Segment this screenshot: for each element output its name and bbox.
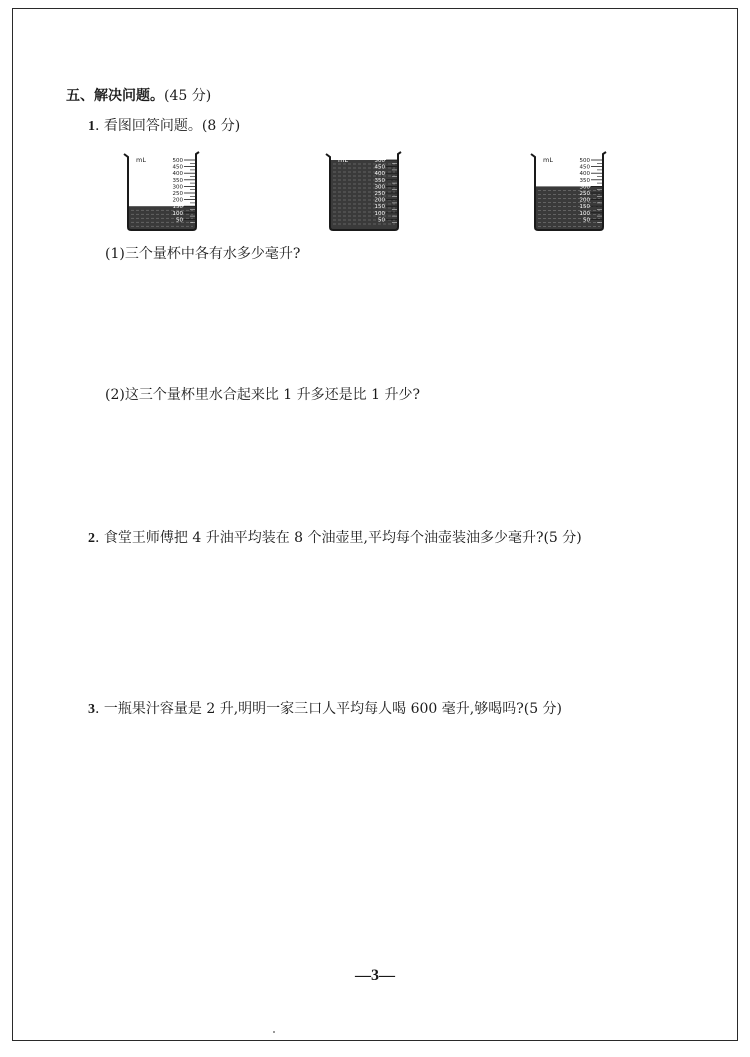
page-number: —3— [355, 967, 395, 984]
beaker-1-drawing [120, 148, 204, 236]
beaker-2-tick-label: 400 [374, 171, 385, 178]
question-3 [88, 700, 562, 719]
question-2 [88, 529, 582, 548]
beaker-1-tick-label: 500 [172, 158, 183, 164]
question-1-number: 1 [88, 119, 95, 134]
section-title-text: 五、解决问题。 [66, 88, 164, 104]
beaker-2-tick-label: 100 [374, 210, 385, 217]
beaker-1-tick-label: 400 [172, 171, 183, 178]
section-title [66, 87, 211, 105]
beaker-1-tick-label: 300 [172, 184, 183, 191]
beaker-2-drawing [322, 148, 406, 236]
beaker-3-tick-label: 450 [579, 164, 590, 171]
beaker-2-tick-label: 150 [374, 204, 385, 211]
beaker-3-drawing [527, 148, 611, 236]
question-1-sub-1: (1)三个量杯中各有水多少毫升? [105, 246, 301, 262]
beaker-1-water [129, 206, 195, 229]
question-1-sub-2: (2)这三个量杯里水合起来比 1 升多还是比 1 升少? [105, 387, 420, 403]
question-1-text: . 看图回答问题。(8 分) [95, 118, 241, 134]
beaker-3-unit-label: mL [543, 156, 553, 164]
beaker-2-unit-label: mL [338, 156, 348, 164]
beaker-2-tick-label: 450 [374, 164, 385, 171]
question-1 [88, 117, 240, 136]
beaker-2-water [331, 160, 397, 229]
beaker-2-tick-label: 250 [374, 191, 385, 197]
beaker-1-tick-label: 200 [172, 197, 183, 204]
beaker-3-tick-label: 300 [579, 184, 590, 191]
print-speck [273, 1031, 275, 1033]
beaker-2-tick-label: 200 [374, 197, 385, 204]
beaker-1-tick-label: 250 [172, 191, 183, 197]
question-2-number: 2 [88, 531, 95, 546]
beaker-1-tick-label: 150 [172, 204, 183, 211]
beaker-3-tick-label: 500 [579, 158, 590, 164]
beaker-1-tick-label: 350 [172, 177, 183, 184]
beaker-3-tick-label: 250 [579, 191, 590, 197]
beaker-3-tick-label: 350 [579, 177, 590, 184]
beaker-3-tick-label: 200 [579, 197, 590, 204]
beaker-3-tick-label: 100 [579, 210, 590, 217]
beaker-1-tick-label: 450 [172, 164, 183, 171]
section-score: (45 分) [164, 88, 212, 104]
question-3-number: 3 [88, 702, 95, 717]
beaker-3-tick-label: 150 [579, 204, 590, 211]
beaker-1-tick-label: 100 [172, 210, 183, 217]
beaker-3 [527, 148, 611, 236]
beaker-2 [322, 148, 406, 236]
beaker-1-tick-label: 50 [176, 217, 183, 224]
beaker-1 [120, 148, 204, 236]
question-3-text: . 一瓶果汁容量是 2 升,明明一家三口人平均每人喝 600 毫升,够喝吗?(5 分) [95, 701, 563, 717]
beaker-2-tick-label: 350 [374, 177, 385, 184]
beaker-2-tick-label: 50 [378, 217, 385, 224]
beaker-3-tick-label: 400 [579, 171, 590, 178]
beaker-3-tick-label: 50 [583, 217, 590, 224]
beaker-2-tick-label: 500 [374, 158, 385, 164]
beaker-2-tick-label: 300 [374, 184, 385, 191]
question-2-text: . 食堂王师傅把 4 升油平均装在 8 个油壶里,平均每个油壶装油多少毫升?(5 分) [95, 530, 582, 546]
beaker-1-unit-label: mL [136, 156, 146, 164]
